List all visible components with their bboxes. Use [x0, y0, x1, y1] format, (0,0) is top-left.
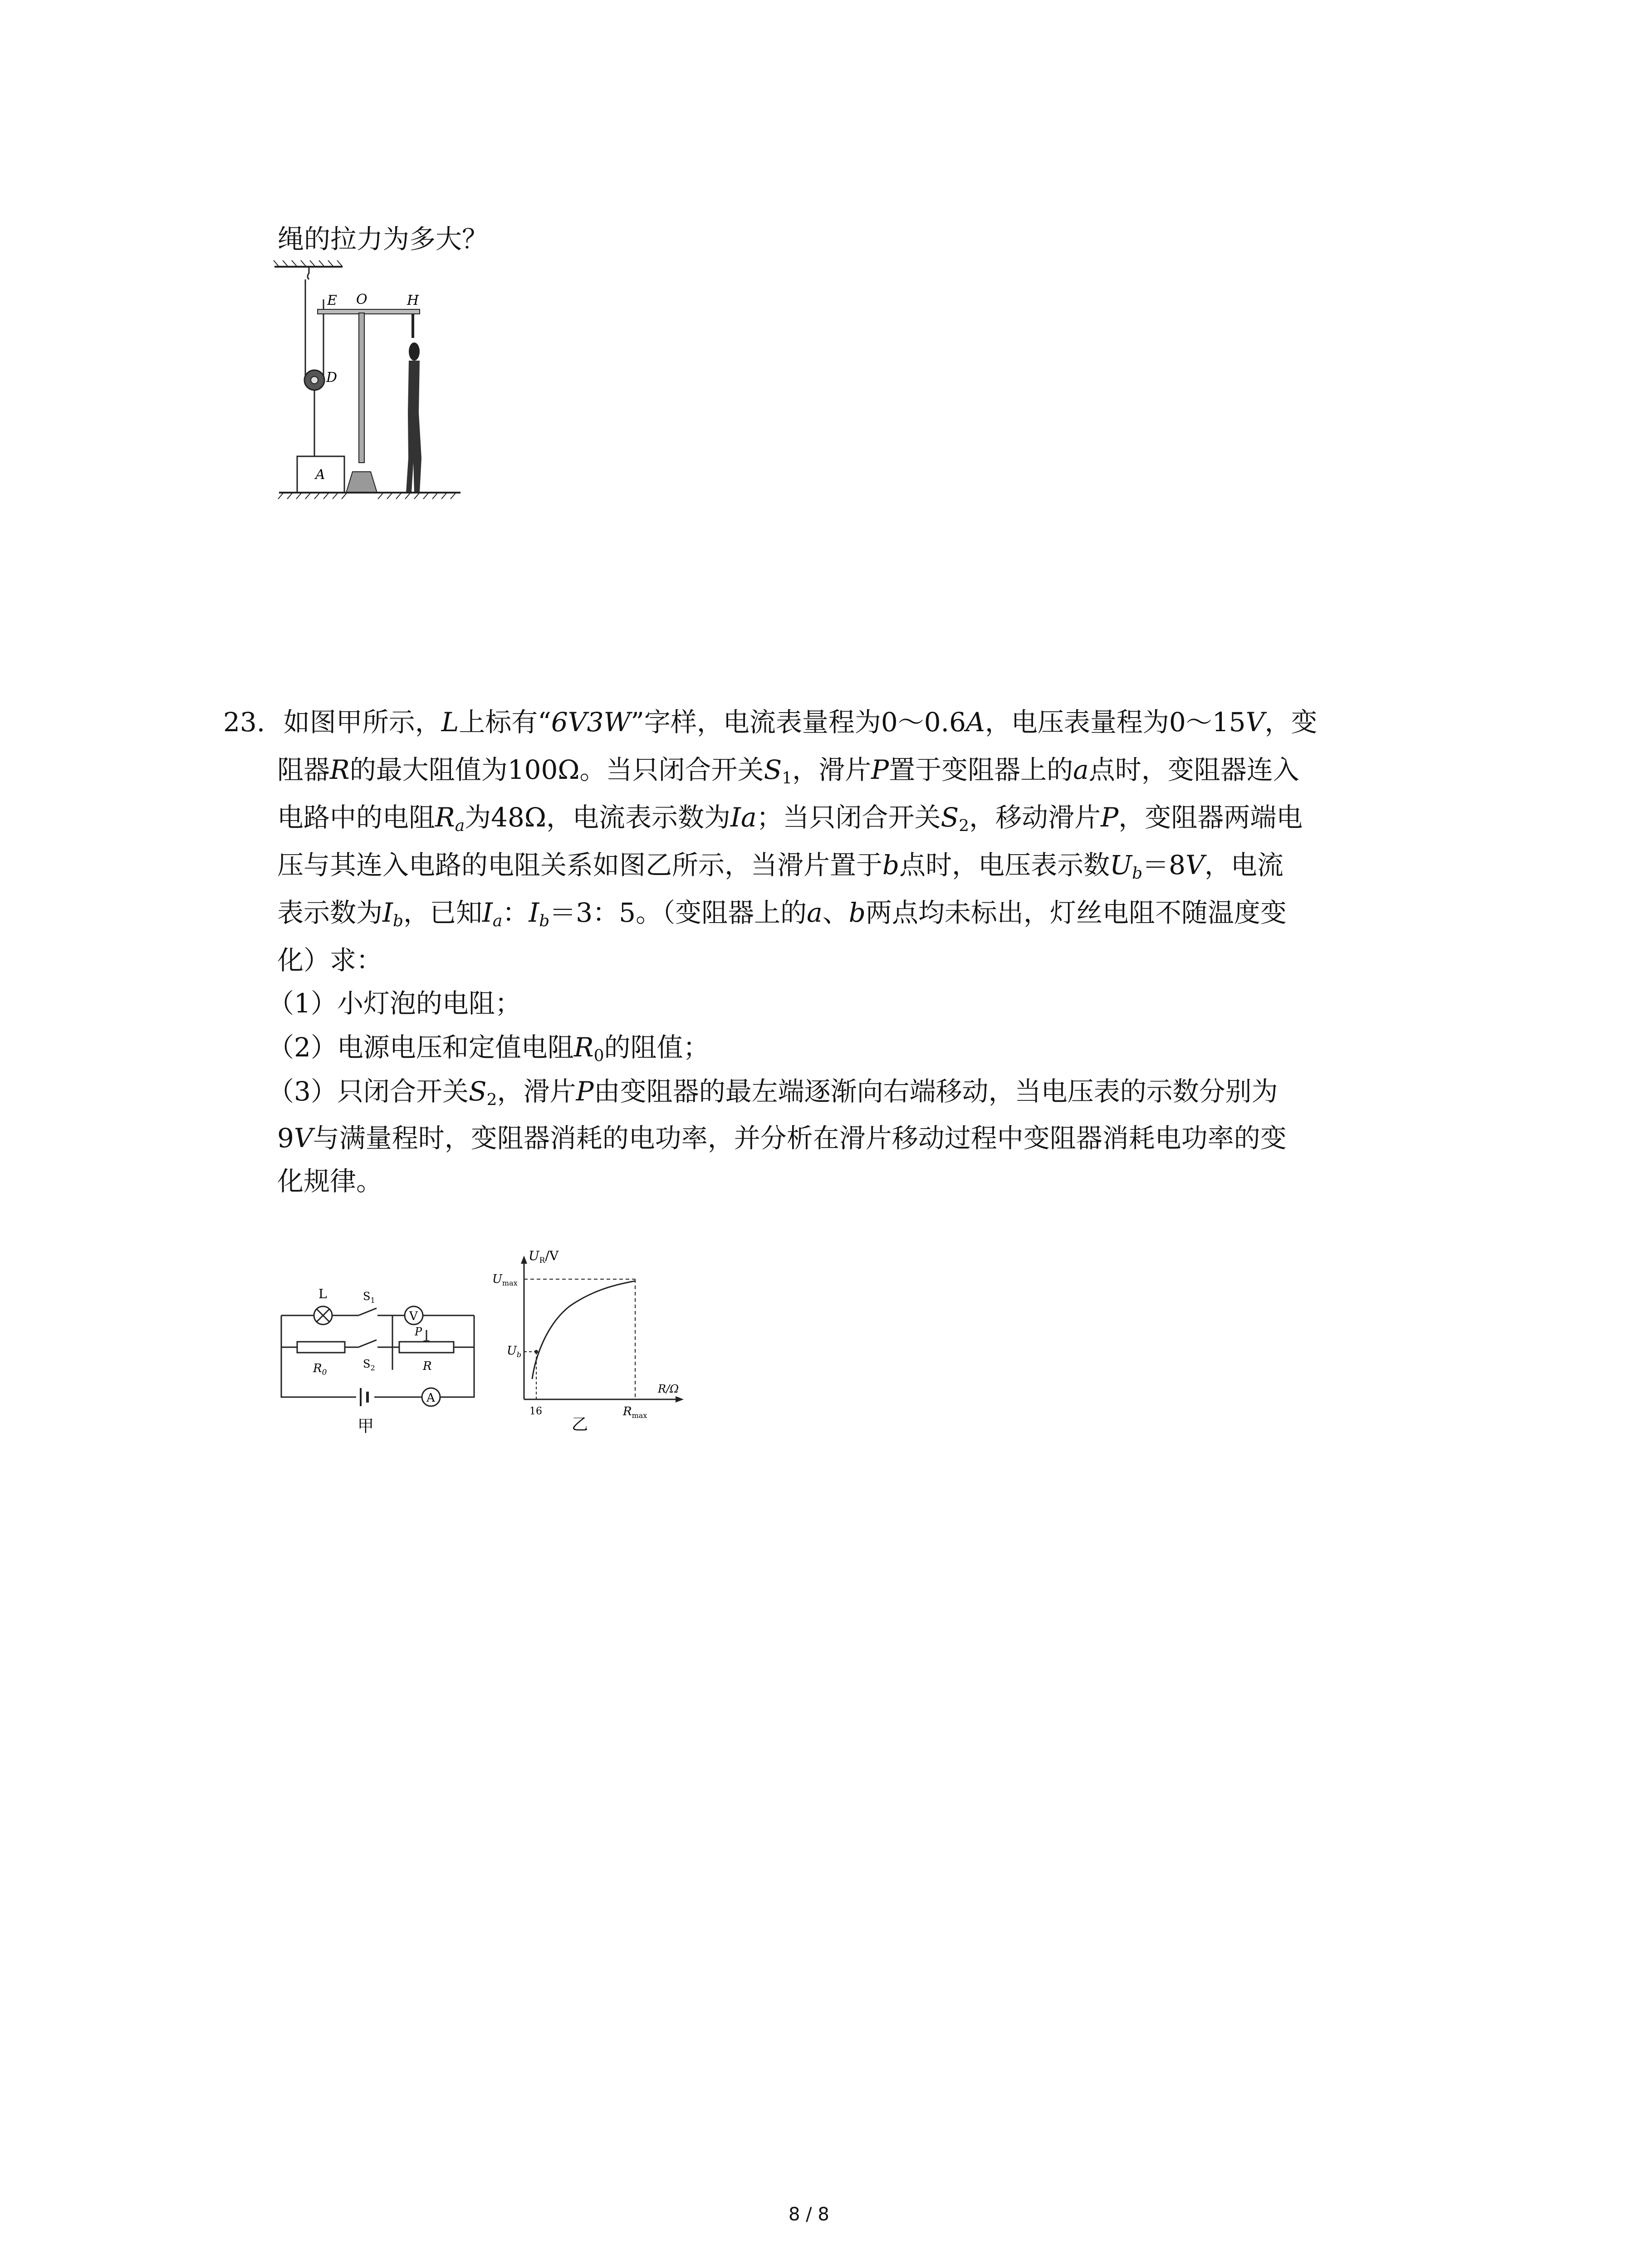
switch-s1 [358, 1308, 377, 1315]
label-d: D [326, 370, 338, 386]
u-max-label: $U_{max}$ [492, 1272, 518, 1287]
label-v: V [409, 1310, 418, 1323]
label-e: E [327, 293, 337, 308]
caption-yi: 乙 [572, 1415, 588, 1434]
lever-bar [318, 309, 420, 314]
q23-line2: 阻器R的最大阻值为100Ω。当只闭合开关$S_1$，滑片P置于变阻器上的a点时，变阻器连入 [277, 754, 1299, 788]
q23-sub3-line2: 9V与满量程时，变阻器消耗的电功率，并分析在滑片移动过程中变阻器消耗电功率的变 [277, 1123, 1287, 1154]
circuit-diagram [272, 1279, 481, 1447]
label-l: L [318, 1286, 327, 1301]
x-axis-label: R/Ω [658, 1383, 679, 1395]
q23-line1: 23. 如图甲所示，L上标有“6V3W”字样，电流表量程为0～0.6A，电压表量程为0～15V，变 [223, 707, 1318, 738]
q23-line4: 压与其连入电路的电阻关系如图乙所示，当滑片置于b点时，电压表示数$U_b=8V$，电流 [277, 850, 1283, 883]
label-s2: $S_2$ [363, 1358, 375, 1372]
label-s1: $S_1$ [363, 1290, 375, 1305]
top-line: 绳的拉力为多大？ [278, 224, 489, 254]
q23-sub1: （1）小灯泡的电阻； [268, 988, 521, 1019]
lever-post [359, 313, 364, 463]
question-number: 23. [223, 707, 265, 738]
post-base [346, 472, 377, 493]
lever-pulley-figure [270, 259, 474, 508]
label-p: P [415, 1325, 422, 1338]
caption-jia: 甲 [358, 1417, 374, 1436]
person [406, 361, 421, 493]
u-b-label: $U_b$ [507, 1344, 522, 1359]
q23-sub3: （3）只闭合开关$S_2$，滑片P由变阻器的最左端逐渐向右端移动，当电压表的示数分别为 [268, 1076, 1278, 1110]
label-r0: $R_0$ [313, 1362, 327, 1377]
page-number: 8 / 8 [789, 2204, 829, 2225]
r-max-label: $R_{max}$ [623, 1405, 647, 1420]
q23-line5: 表示数为$I_b$，已知$I_a$：$I_b=3$：5。（变阻器上的a、b两点均未标出，灯丝电阻不随温度变 [277, 897, 1287, 931]
label-r: R [423, 1359, 432, 1373]
y-axis-label: $U_R/V$ [529, 1248, 559, 1265]
q23-line3: 电路中的电阻$R_a$为48Ω，电流表示数为Ia；当只闭合开关$S_2$，移动滑片P，变阻器两端电 [277, 802, 1303, 836]
q23-sub3-line3: 化规律。 [277, 1166, 383, 1197]
ur-r-graph [479, 1243, 692, 1438]
label-o: O [356, 292, 367, 308]
point-b [534, 1350, 538, 1354]
ur-curve [532, 1281, 635, 1379]
q23-line6: 化）求： [277, 945, 383, 976]
x-tick-16: 16 [529, 1406, 542, 1417]
label-ammeter: A [426, 1391, 435, 1405]
resistor-r0 [297, 1342, 345, 1353]
rheostat-r [399, 1342, 454, 1353]
q23-sub2: （2）电源电压和定值电阻$R_0$的阻值； [268, 1032, 710, 1066]
label-a: A [315, 467, 325, 483]
label-h: H [407, 293, 419, 308]
switch-s2 [358, 1340, 377, 1347]
